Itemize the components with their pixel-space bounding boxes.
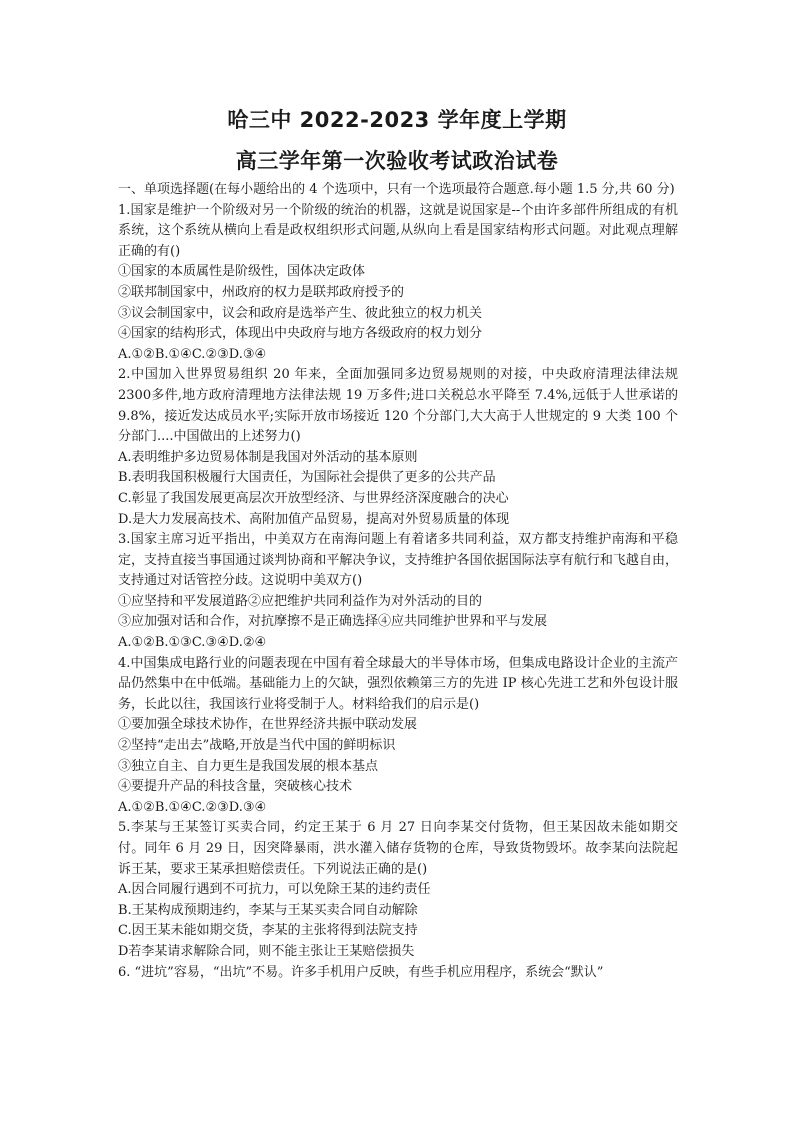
- option: B.王某构成预期违约，李某与王某买卖合同自动解除: [118, 902, 418, 918]
- statement: ③独立自主、自力更生是我国发展的根本基点: [118, 758, 379, 774]
- option: B.表明我国积极履行大国责任，为国际社会提供了更多的公共产品: [118, 470, 496, 486]
- exam-title-line2: 高三学年第一次验收考试政治试卷: [235, 149, 559, 173]
- answer-options: A.①②B.①④C.②③D.③④: [118, 799, 267, 815]
- option: D.是大力发展高技术、高附加值产品贸易，提高对外贸易质量的体现: [118, 511, 510, 527]
- statement: ③应加强对话和合作，对抗摩擦不是正确选择④应共同维护世界和平与发展: [118, 614, 548, 630]
- question-stem: 4.中国集成电路行业的问题表现在中国有着全球最大的半导体市场，但集成电路设计企业的主流产品仍然集中在中低端。基础能力上的欠缺，强烈依赖第三方的先进 IP 核心先进工艺和外包设计服务，长此以往，我国该行业将受制于人。材料给我们的启示是(): [118, 655, 678, 712]
- question-3: [118, 530, 678, 654]
- statement: ②坚持“走出去”战略,开放是当代中国的鲜明标识: [118, 738, 396, 754]
- question-5: [118, 818, 678, 962]
- question-1: [118, 201, 678, 366]
- option: C.因王某未能如期交货，李某的主张将得到法院支持: [118, 923, 418, 939]
- question-stem: 3.国家主席习近平指出，中美双方在南海问题上有着诸多共同利益，双方都支持维护南海和平稳定，支持直接当事国通过谈判协商和平解决争议，支持维护各国依据国际法享有航行和飞越自由，支持通过对话管控分歧。这说明中美双方(): [118, 532, 678, 589]
- statement: ①国家的本质属性是阶级性，国体决定政体: [118, 264, 366, 280]
- question-stem: 1.国家是维护一个阶级对另一个阶级的统治的机器，这就是说国家是--个由许多部件所组成的有机系统，这个系统从横向上看是政权组织形式问题,从纵向上看是国家结构形式问题。对此观点理解正确的有(): [118, 202, 678, 259]
- section-header: 一、单项选择题(在每小题给出的 4 个选项中，只有一个选项最符合题意.每小题 1.5 分,共 60 分): [118, 182, 675, 197]
- question-stem: 6. “进坑”容易，“出坑”不易。许多手机用户反映，有些手机应用程序，系统会“默认”: [118, 964, 604, 980]
- statement: ①要加强全球技术协作，在世界经济共振中联动发展: [118, 717, 418, 733]
- option: A.表明维护多边贸易体制是我国对外活动的基本原则: [118, 449, 418, 465]
- statement: ①应坚持和平发展道路②应把维护共同利益作为对外活动的目的: [118, 593, 483, 609]
- option: D若李某请求解除合同，则不能主张让王某赔偿损失: [118, 943, 415, 959]
- question-stem: 2.中国加入世界贸易组织 20 年来，全面加强同多边贸易规则的对接，中央政府清理法律法规 2300多件,地方政府清理地方法律法规 19 万多件;进口关税总水平降至 7.4%,远低于人世承诺的 9.8%，接近发达成员水平;实际开放市场接近 120 个分部门,大大高于人世规定的 9 大类 100 个分部门....中国做出的上述努力(): [118, 367, 683, 445]
- question-stem: 5.李某与王某签订买卖合同，约定王某于 6 月 27 日向李某交付货物，但王某因故未能如期交付。同年 6 月 29 日，因突降暴雨，洪水灌入储存货物的仓库，导致货物毁坏。故李某向法院起诉王某，要求王某承担赔偿责任。下列说法正确的是(): [118, 820, 678, 877]
- statement: ③议会制国家中，议会和政府是选举产生、彼此独立的权力机关: [118, 305, 483, 321]
- statement: ④要提升产品的科技含量，突破核心技术: [118, 779, 353, 795]
- statement: ②联邦制国家中，州政府的权力是联邦政府授予的: [118, 284, 405, 300]
- question-2: [118, 365, 683, 530]
- answer-options: A.①②B.①④C.②③D.③④: [118, 346, 267, 362]
- question-6: [118, 963, 678, 984]
- exam-title-line1: 哈三中 2022-2023 学年度上学期: [227, 108, 567, 132]
- question-4: [118, 654, 678, 819]
- option: C.彰显了我国发展更高层次开放型经济、与世界经济深度融合的决心: [118, 490, 509, 506]
- statement: ④国家的结构形式，体现出中央政府与地方各级政府的权力划分: [118, 326, 483, 342]
- exam-content: [118, 180, 683, 983]
- option: A.因合同履行遇到不可抗力，可以免除王某的违约责任: [118, 882, 431, 898]
- answer-options: A.①②B.①③C.③④D.②④: [118, 635, 267, 651]
